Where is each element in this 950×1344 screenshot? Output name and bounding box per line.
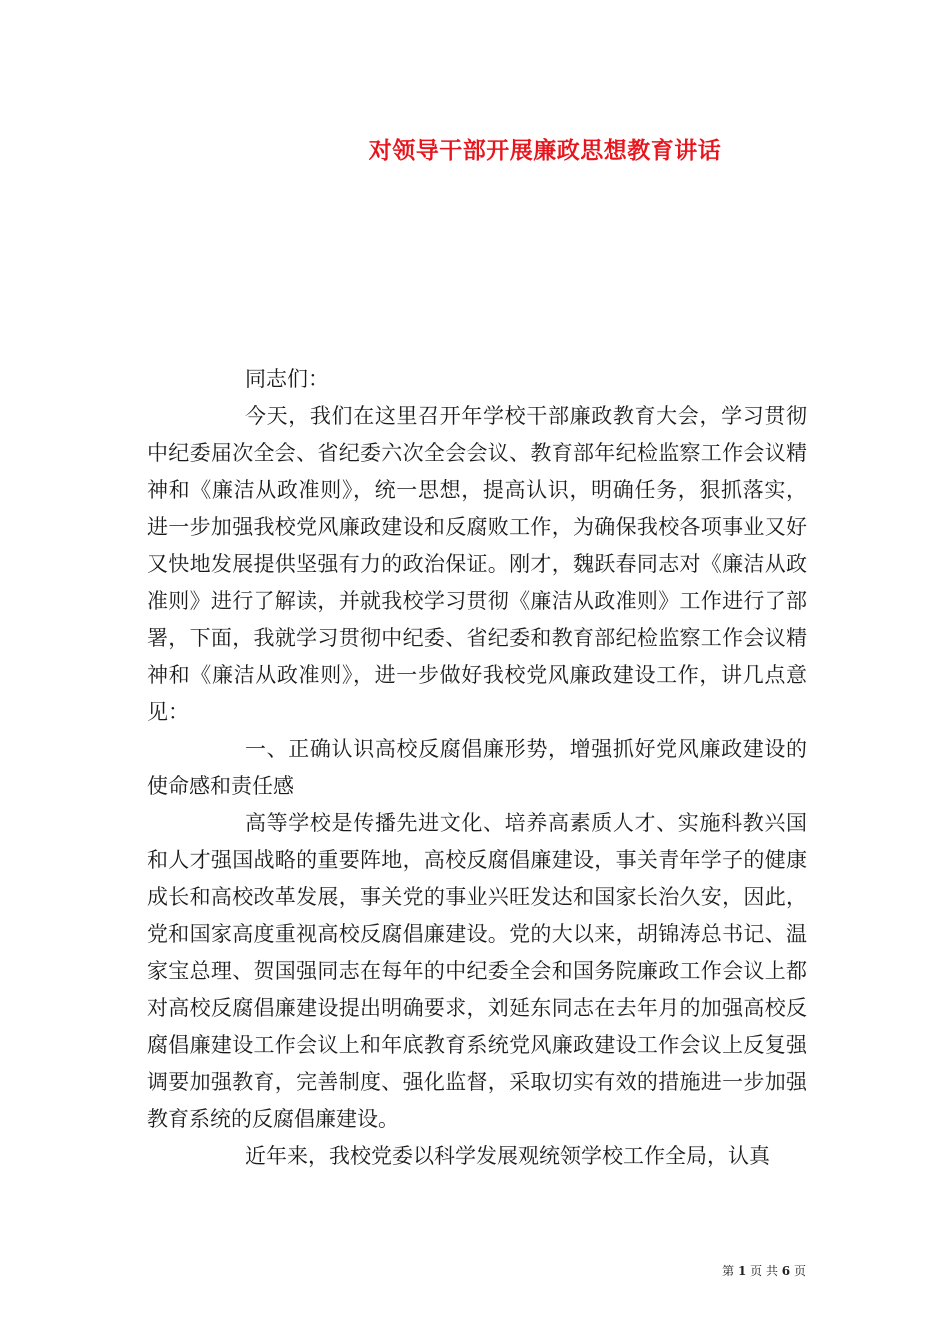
body-paragraph: 高等学校是传播先进文化、培养高素质人才、实施科教兴国和人才强国战略的重要阵地，高校反腐倡廉建设，事关青年学子的健康成长和高校改革发展，事关党的事业兴旺发达和国家长治久安，因此，党和国家高度重视高校反腐倡廉建设。党的大以来，胡锦涛总书记、温家宝总理、贺国强同志在每年的中纪委全会和国务院廉政工作会议上都对高校反腐倡廉建设提出明确要求，刘延东同志在去年月的加强高校反腐倡廉建设工作会议上和年底教育系统党风廉政建设工作会议上反复强调要加强教育，完善制度、强化监督，采取切实有效的措施进一步加强教育系统的反腐倡廉建设。 [147,811,807,1131]
footer-middle: 页 共 [750,1264,778,1278]
footer-total-pages: 6 [781,1264,791,1278]
footer-suffix: 页 [793,1264,806,1278]
page-footer [722,1262,806,1279]
footer-current-page: 1 [737,1264,747,1278]
salutation-paragraph: 同志们： [245,367,329,391]
document-body [147,361,807,1175]
footer-prefix: 第 [722,1264,735,1278]
intro-paragraph: 今天，我们在这里召开年学校干部廉政教育大会，学习贯彻中纪委届次全会、省纪委六次全会会议、教育部年纪检监察工作会议精神和《廉洁从政准则》，统一思想，提高认识，明确任务，狠抓落实，进一步加强我校党风廉政建设和反腐败工作，为确保我校各项事业又好又快地发展提供坚强有力的政治保证。刚才，魏跃春同志对《廉洁从政准则》进行了解读，并就我校学习贯彻《廉洁从政准则》工作进行了部署，下面，我就学习贯彻中纪委、省纪委和教育部纪检监察工作会议精神和《廉洁从政准则》，进一步做好我校党风廉政建设工作，讲几点意见： [147,404,807,724]
section-heading-1: 一、正确认识高校反腐倡廉形势，增强抓好党风廉政建设的使命感和责任感 [147,737,807,798]
document-title: 对领导干部开展廉政思想教育讲话 [368,137,722,164]
body-paragraph: 近年来，我校党委以科学发展观统领学校工作全局，认真 [245,1144,770,1168]
